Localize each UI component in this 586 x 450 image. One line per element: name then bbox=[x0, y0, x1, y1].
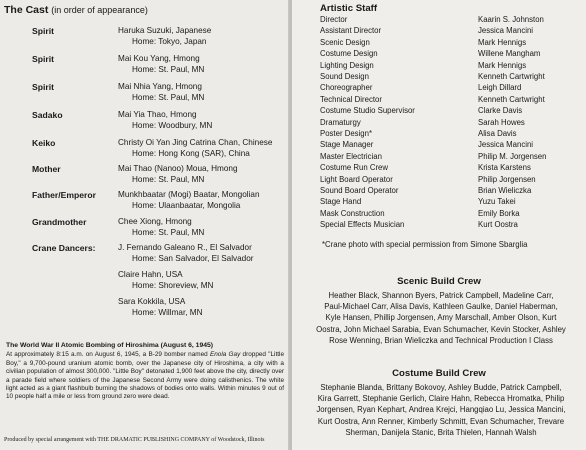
staff-role: Stage Hand bbox=[320, 197, 362, 207]
staff-role: Poster Design* bbox=[320, 129, 373, 138]
staff-row bbox=[292, 95, 586, 106]
staff-role: Technical Director bbox=[320, 94, 382, 104]
staff-row bbox=[292, 220, 586, 231]
cast-actor bbox=[118, 26, 211, 47]
staff-row bbox=[292, 186, 586, 197]
crew-line: Paul-Michael Carr, Alisa Davis, Kathleen Gaulke, Daniel Haberman, bbox=[324, 302, 558, 312]
staff-name: Philip M. Jorgensen bbox=[478, 151, 547, 161]
cast-actor bbox=[118, 54, 204, 75]
actor-home: Home: St. Paul, MN bbox=[132, 227, 205, 237]
actor-name: Mai Kou Yang, Hmong bbox=[118, 54, 200, 63]
cast-role: Spirit bbox=[32, 54, 54, 64]
staff-name: Kaarin S. Johnston bbox=[478, 15, 544, 24]
staff-name: Kenneth Cartwright bbox=[478, 94, 545, 104]
cast-actor bbox=[118, 297, 203, 318]
staff-row bbox=[292, 197, 586, 208]
staff-name: Krista Karstens bbox=[478, 163, 531, 173]
crane-photo-note: *Crane photo with special permission from Simone Sbarglia bbox=[322, 240, 528, 249]
left-program-page bbox=[0, 0, 290, 450]
staff-row bbox=[292, 163, 586, 174]
staff-row bbox=[292, 129, 586, 140]
history-text-start: At approximately 8:15 a.m. on August 6, 1945, a B-29 bomber named bbox=[6, 351, 210, 359]
cast-actor bbox=[118, 190, 260, 211]
staff-name: Mark Hennigs bbox=[478, 60, 527, 70]
staff-row bbox=[292, 72, 586, 83]
staff-row bbox=[292, 152, 586, 163]
staff-row bbox=[292, 140, 586, 151]
staff-row bbox=[292, 118, 586, 129]
actor-home: Home: Hong Kong (SAR), China bbox=[132, 148, 250, 158]
actor-name: Haruka Suzuki, Japanese bbox=[118, 26, 212, 35]
staff-name: Jessica Mancini bbox=[478, 26, 534, 36]
staff-name: Kurt Oostra bbox=[478, 220, 518, 230]
staff-row bbox=[292, 175, 586, 186]
history-note bbox=[6, 342, 284, 402]
history-body bbox=[6, 351, 284, 401]
cast-role: Spirit bbox=[32, 82, 54, 92]
crew-line: Stephanie Blanda, Brittany Bokovoy, Ashley Budde, Patrick Campbell, bbox=[320, 383, 562, 392]
actor-home: Home: San Salvador, El Salvador bbox=[132, 253, 254, 263]
staff-name: Leigh Dillard bbox=[478, 83, 522, 93]
crew-line: Kyle Hansen, Phillip Jorgensen, Amy Marschall, Amber Olson, Kurt bbox=[325, 313, 557, 323]
actor-home: Home: Tokyo, Japan bbox=[132, 36, 207, 46]
staff-role: Choreographer bbox=[320, 83, 373, 93]
staff-role: Special Effects Musician bbox=[320, 220, 405, 230]
crew-line: Kurt Oostra, Ann Renner, Kimberly Schmitt, Evan Schumacher, Trevare bbox=[317, 416, 565, 426]
actor-home: Home: Willmar, MN bbox=[132, 307, 203, 317]
cast-actor bbox=[118, 243, 254, 264]
cast-actor bbox=[118, 82, 204, 103]
staff-role: Sound Board Operator bbox=[320, 186, 399, 195]
staff-name: Emily Borka bbox=[478, 208, 520, 218]
actor-name: Sara Kokkila, USA bbox=[118, 297, 186, 306]
actor-home: Home: St. Paul, MN bbox=[132, 92, 205, 102]
cast-role: Mother bbox=[32, 164, 61, 174]
cast-actor bbox=[118, 164, 238, 185]
staff-role: Stage Manager bbox=[320, 140, 374, 150]
staff-role: Master Electrician bbox=[320, 151, 382, 161]
cast-title: The Cast bbox=[4, 4, 49, 16]
scenic-crew-heading: Scenic Build Crew bbox=[397, 276, 481, 287]
crew-line: Kira Garrett, Stephanie Gerlich, Claire Hahn, Rebecca Hromatka, Philip bbox=[317, 394, 565, 404]
staff-row bbox=[292, 61, 586, 72]
staff-role: Mask Construction bbox=[320, 208, 385, 218]
staff-row bbox=[292, 209, 586, 220]
actor-home: Home: Woodbury, MN bbox=[132, 120, 213, 130]
actor-home: Home: St. Paul, MN bbox=[132, 174, 205, 184]
crew-line: Rose Wenning, Brian Wieliczka and Technical Production I Class bbox=[329, 335, 553, 345]
staff-row bbox=[292, 26, 586, 37]
right-program-page bbox=[292, 0, 586, 450]
actor-name: Chee Xiong, Hmong bbox=[118, 217, 192, 226]
cast-actor bbox=[118, 217, 204, 238]
history-title: The World War II Atomic Bombing of Hiroshima (August 6, 1945) bbox=[6, 342, 214, 349]
staff-name: Jessica Mancini bbox=[478, 140, 534, 150]
staff-name: Mark Hennigs bbox=[478, 37, 527, 47]
actor-name: Claire Hahn, USA bbox=[118, 270, 183, 279]
cast-role: Spirit bbox=[32, 26, 54, 36]
staff-role: Costume Design bbox=[320, 49, 378, 59]
costume-crew-list bbox=[298, 382, 584, 438]
staff-role: Lighting Design bbox=[320, 60, 374, 70]
crew-line: Sherman, Danijela Stanic, Brita Thielen, Hannah Walsh bbox=[345, 427, 537, 437]
cast-actor bbox=[118, 110, 212, 131]
actor-home: Home: Shoreview, MN bbox=[132, 280, 214, 290]
staff-name: Kenneth Cartwright bbox=[478, 72, 545, 81]
actor-name: Mai Nhia Yang, Hmong bbox=[118, 82, 202, 91]
plane-name: Enola Gay bbox=[209, 351, 241, 359]
costume-crew-heading: Costume Build Crew bbox=[392, 368, 486, 379]
cast-role: Father/Emperor bbox=[32, 190, 96, 200]
staff-role: Costume Studio Supervisor bbox=[320, 106, 415, 116]
cast-role: Grandmother bbox=[32, 217, 87, 227]
staff-role: Director bbox=[320, 15, 348, 24]
cast-subtitle: (in order of appearance) bbox=[51, 5, 148, 15]
cast-heading bbox=[4, 4, 148, 16]
staff-row bbox=[292, 49, 586, 60]
artistic-staff-heading: Artistic Staff bbox=[320, 3, 378, 14]
staff-name: Clarke Davis bbox=[478, 106, 523, 116]
staff-role: Sound Design bbox=[320, 72, 369, 81]
actor-name: Munkhbaatar (Mogi) Baatar, Mongolian bbox=[118, 190, 260, 199]
staff-role: Assistant Director bbox=[320, 26, 382, 36]
staff-name: Willene Mangham bbox=[478, 49, 541, 59]
actor-name: Mai Yia Thao, Hmong bbox=[118, 110, 197, 119]
actor-name: J. Fernando Galeano R., El Salvador bbox=[118, 243, 252, 252]
actor-name: Mai Thao (Nanoo) Moua, Hmong bbox=[118, 164, 238, 173]
publisher-credit: Produced by special arrangement with THE DRAMATIC PUBLISHING COMPANY of Woodstock, Illinois bbox=[4, 437, 265, 443]
staff-row bbox=[292, 38, 586, 49]
actor-home: Home: St. Paul, MN bbox=[132, 64, 205, 74]
cast-role: Keiko bbox=[32, 138, 56, 148]
cast-actor bbox=[118, 138, 272, 159]
staff-name: Yuzu Takei bbox=[478, 197, 516, 207]
cast-role: Sadako bbox=[32, 110, 63, 120]
staff-role: Scenic Design bbox=[320, 37, 370, 47]
actor-home: Home: Ulaanbaatar, Mongolia bbox=[132, 200, 241, 210]
actor-name: Christy Oi Yan Jing Catrina Chan, Chinese bbox=[118, 138, 273, 147]
staff-role: Light Board Operator bbox=[320, 174, 393, 184]
crew-line: Oostra, John Michael Sarabia, Evan Schumacher, Kevin Stocker, Ashley bbox=[316, 324, 566, 334]
cast-actor bbox=[118, 270, 213, 291]
staff-name: Brian Wieliczka bbox=[478, 186, 532, 195]
staff-role: Costume Run Crew bbox=[320, 163, 389, 173]
history-text-end: dropped "Little Boy," a 9,700-pound uranium atomic bomb, over the Japanese city of Hiroshima, a city with a civilian population of almost 300,000. "Little Boy" detonated 1,900 feet above the city, directly over a parade field where soldiers of the Japanese Second Army were doing calisthenics. The white light acted as a giant flashbulb burning the shadows of bodies onto walls. Within minutes 9 out of 10 people half a mile or less from ground zero were dead. bbox=[6, 351, 285, 401]
crew-line: Heather Black, Shannon Byers, Patrick Campbell, Madeline Carr, bbox=[328, 291, 554, 300]
staff-row bbox=[292, 83, 586, 94]
staff-name: Philip Jorgensen bbox=[478, 174, 536, 184]
staff-row bbox=[292, 15, 586, 26]
cast-role: Crane Dancers: bbox=[32, 243, 96, 253]
crew-line: Jorgensen, Ryan Kephart, Andrea Krejci, Hangqiao Lu, Jessica Mancini, bbox=[316, 405, 566, 415]
scenic-crew-list bbox=[298, 290, 584, 346]
staff-role: Dramaturgy bbox=[320, 117, 361, 127]
staff-row bbox=[292, 106, 586, 117]
staff-name: Alisa Davis bbox=[478, 129, 517, 138]
staff-name: Sarah Howes bbox=[478, 117, 525, 127]
